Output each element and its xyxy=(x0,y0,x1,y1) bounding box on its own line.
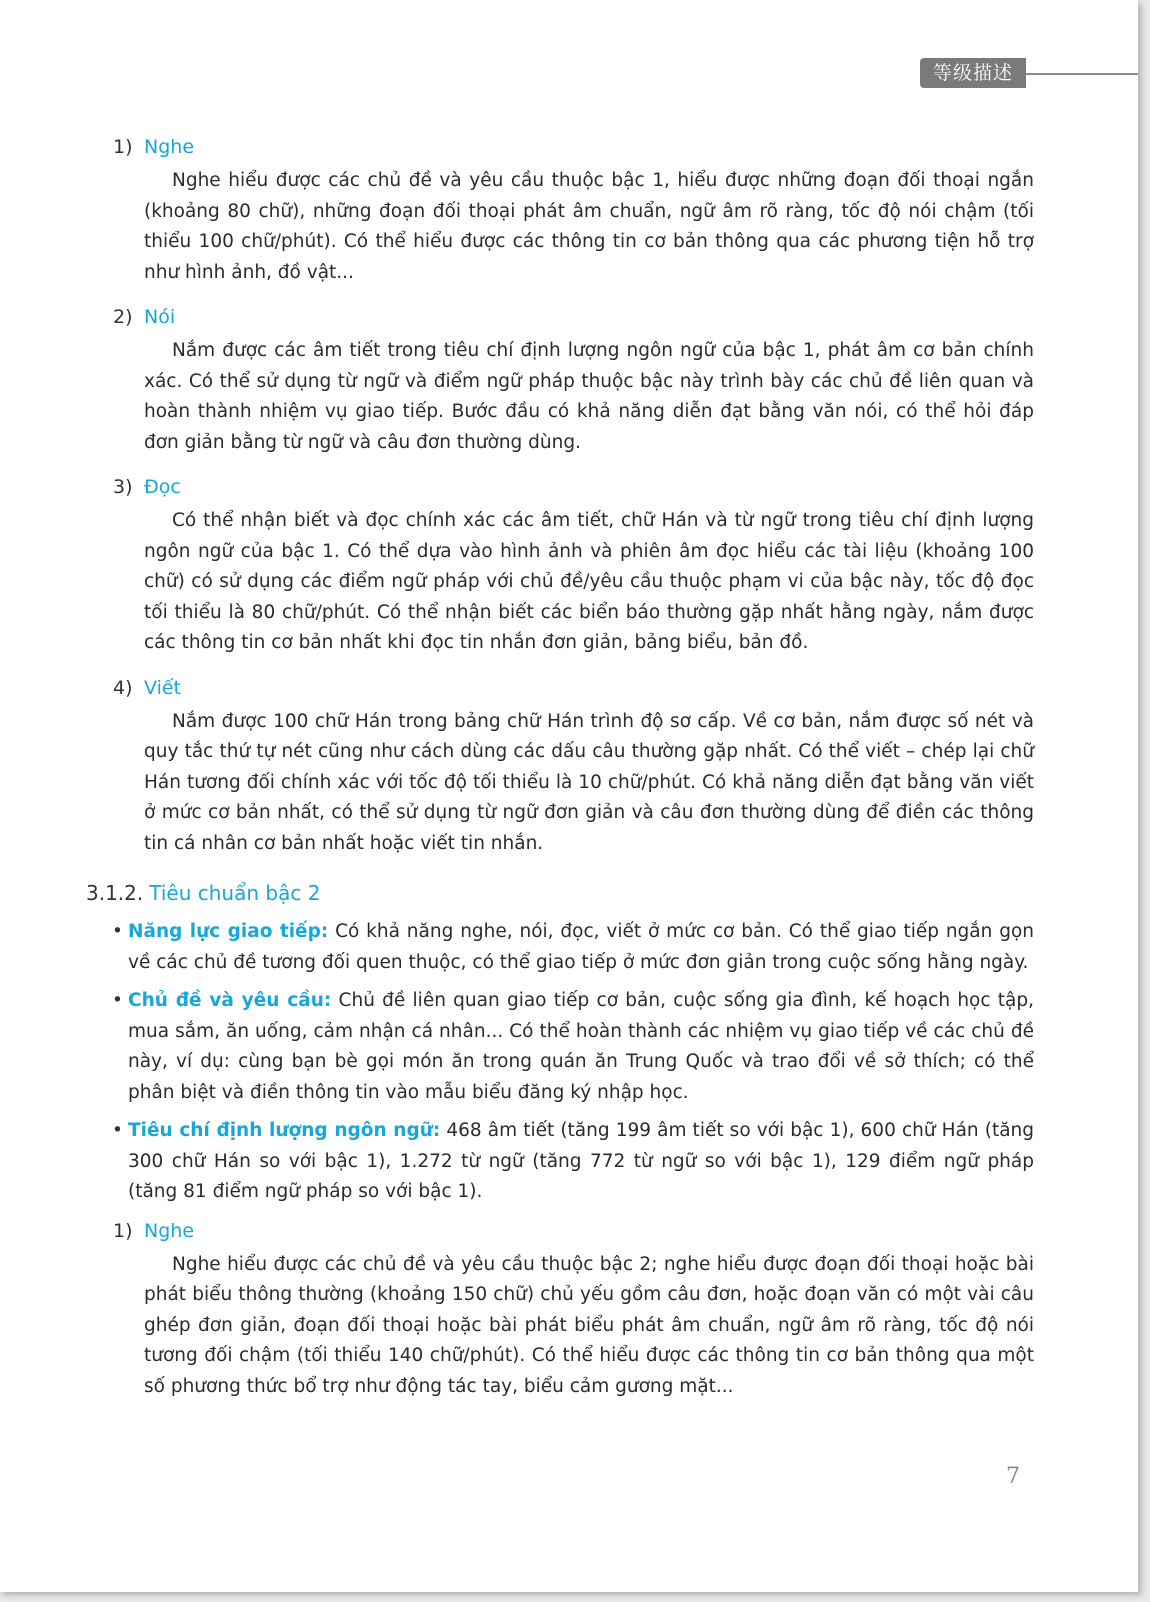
bullet-text: Chủ đề liên quan giao tiếp cơ bản, cuộc sống gia đình, kế hoạch học tập, mua sắm, ăn uống, cảm nhận cá nhân... Có thể hoàn thành các nhiệm vụ giao tiếp về các chủ đề này, ví dụ: cùng bạn bè gọi món ăn trong quán ăn Trung Quốc và trao đổi về sở thích; có thể phân biệt và điền thông tin vào mẫu biểu đăng ký nhập học. xyxy=(128,990,1035,1103)
page-number: 7 xyxy=(1006,1464,1020,1489)
bullet-dot-icon: • xyxy=(112,1120,123,1141)
skill-number: 2) xyxy=(113,306,133,328)
header-rule xyxy=(1026,73,1138,75)
skill-number: 4) xyxy=(113,676,133,699)
skill-number: 1) xyxy=(113,136,133,158)
bullet-dot-icon: • xyxy=(112,921,123,942)
skill-paragraph: Nắm được các âm tiết trong tiêu chí định lượng ngôn ngữ của bậc 1, phát âm cơ bản chính xác. Có thể sử dụng từ ngữ và điểm ngữ pháp thuộc bậc này trình bày các chủ đề liên quan và hoàn thành nhiệm vụ giao tiếp. Bước đầu có khả năng diễn đạt bằng văn nói, có thể hỏi đáp đơn giản bằng từ ngữ và câu đơn thường dùng. xyxy=(144,340,1034,453)
skill-title: Nghe xyxy=(144,136,195,158)
skill-title: Nghe xyxy=(144,1219,195,1242)
section-heading xyxy=(86,873,1034,913)
skill-paragraph: Nghe hiểu được các chủ đề và yêu cầu thuộc bậc 2; nghe hiểu được đoạn đối thoại hoặc bài phát biểu thông thường (khoảng 150 chữ) chủ yếu gồm câu đơn, hoặc đoạn văn có một vài câu ghép đơn giản, đoạn đối thoại hoặc bài phát biểu phát âm chuẩn, ngữ âm rõ ràng, tốc độ nói tương đối chậm (tối thiểu 140 chữ/phút). Có thể hiểu được các thông tin cơ bản thông qua một số phương thức bổ trợ như động tác tay, biểu cảm gương mặt... xyxy=(144,1253,1034,1397)
skill-number: 3) xyxy=(113,476,133,498)
skill-listening-l2 xyxy=(86,1216,1034,1403)
skill-speaking-l1 xyxy=(86,302,1034,458)
section-number: 3.1.2. xyxy=(86,881,144,905)
bullet-label: Tiêu chí định lượng ngôn ngữ: xyxy=(128,1120,441,1141)
skill-reading-l1 xyxy=(86,472,1034,659)
section-title: Tiêu chuẩn bậc 2 xyxy=(149,881,321,905)
skill-writing-l1 xyxy=(86,673,1034,860)
page-content xyxy=(86,132,1034,1416)
bullet-dot-icon: • xyxy=(112,990,123,1011)
bullet-label: Chủ đề và yêu cầu: xyxy=(128,990,332,1011)
bullet-communication xyxy=(112,917,1034,978)
bullet-text: 468 âm tiết (tăng 199 âm tiết so với bậc 1), 600 chữ Hán (tăng 300 chữ Hán so với bậc 1), 1.272 từ ngữ (tăng 772 từ ngữ so với bậc 1), 129 điểm ngữ pháp (tăng 81 điểm ngữ pháp so với bậc 1). xyxy=(128,1120,1034,1202)
bullet-quantitative xyxy=(112,1116,1034,1208)
bullet-label: Năng lực giao tiếp: xyxy=(128,921,329,942)
bullet-text: Có khả năng nghe, nói, đọc, viết ở mức cơ bản. Có thể giao tiếp ngắn gọn về các chủ đề tương đối quen thuộc, có thể giao tiếp ở mức đơn giản trong cuộc sống hằng ngày. xyxy=(128,921,1034,973)
skill-title: Đọc xyxy=(144,476,181,498)
skill-listening-l1 xyxy=(86,132,1034,288)
skill-title: Nói xyxy=(144,306,176,328)
chapter-tag: 等级描述 xyxy=(920,58,1026,88)
skill-paragraph: Nghe hiểu được các chủ đề và yêu cầu thuộc bậc 1, hiểu được những đoạn đối thoại ngắn (khoảng 80 chữ), những đoạn đối thoại phát âm chuẩn, ngữ âm rõ ràng, tốc độ nói chậm (tối thiểu 100 chữ/phút). Có thể hiểu được các thông tin cơ bản thông qua các phương tiện hỗ trợ như hình ảnh, đồ vật... xyxy=(144,170,1034,283)
skill-paragraph: Nắm được 100 chữ Hán trong bảng chữ Hán trình độ sơ cấp. Về cơ bản, nắm được số nét và quy tắc thứ tự nét cũng như cách dùng các dấu câu thường gặp nhất. Có thể viết – chép lại chữ Hán tương đối chính xác với tốc độ tối thiểu là 10 chữ/phút. Có khả năng diễn đạt bằng văn viết ở mức cơ bản nhất, có thể sử dụng từ ngữ đơn giản và câu đơn thường dùng để điền các thông tin cá nhân cơ bản nhất hoặc viết tin nhắn. xyxy=(144,710,1034,854)
skill-paragraph: Có thể nhận biết và đọc chính xác các âm tiết, chữ Hán và từ ngữ trong tiêu chí định lượng ngôn ngữ của bậc 1. Có thể dựa vào hình ảnh và phiên âm đọc hiểu các tài liệu (khoảng 100 chữ) có sử dụng các điểm ngữ pháp với chủ đề/yêu cầu thuộc phạm vi của bậc này, tốc độ đọc tối thiểu là 80 chữ/phút. Có thể nhận biết các biển báo thường gặp nhất hằng ngày, nắm được các thông tin cơ bản nhất khi đọc tin nhắn đơn giản, bảng biểu, bản đồ. xyxy=(144,510,1034,653)
bullet-topics xyxy=(112,986,1035,1108)
skill-number: 1) xyxy=(113,1219,133,1242)
skill-title: Viết xyxy=(144,676,181,699)
